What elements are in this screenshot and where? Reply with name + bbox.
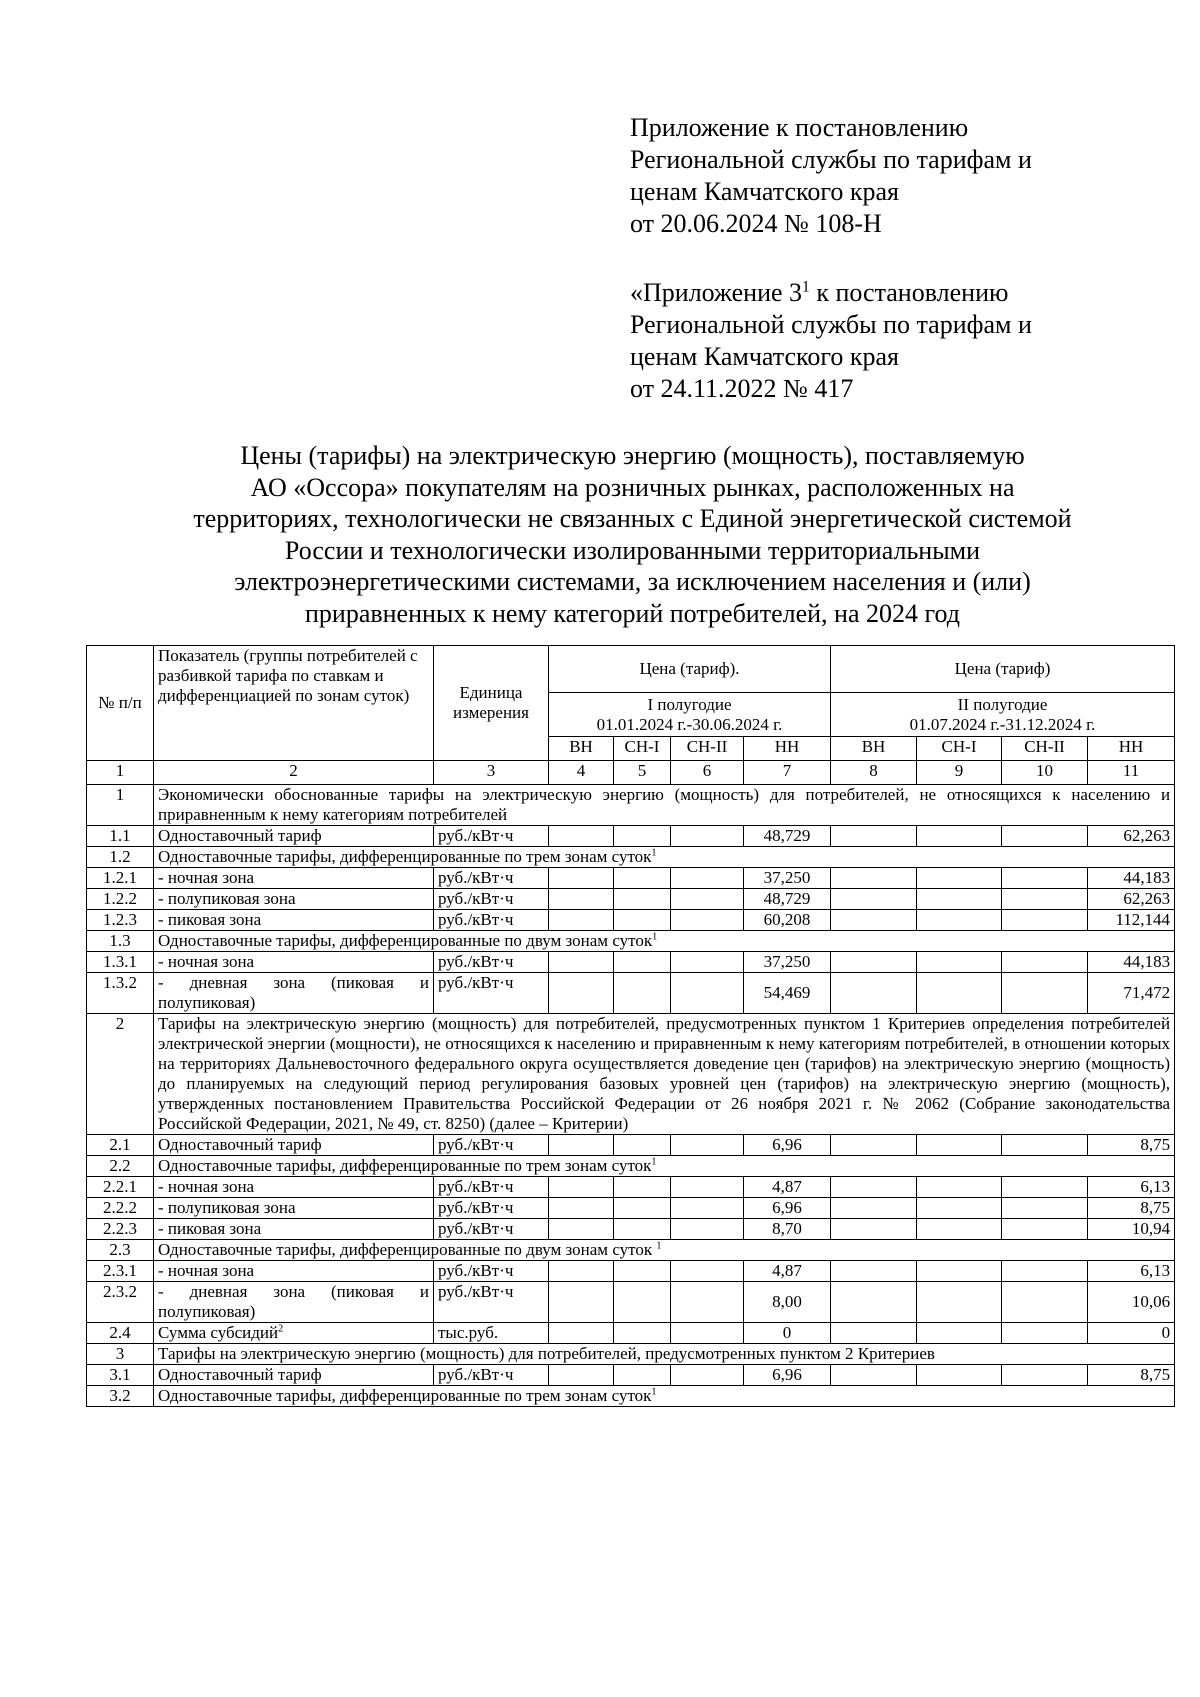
row-number: 1.2.2 — [87, 889, 154, 910]
empty-cell — [549, 952, 614, 973]
table-row — [87, 1282, 1175, 1323]
header-line: от 24.11.2022 № 417 — [630, 374, 854, 403]
empty-cell — [831, 889, 917, 910]
empty-cell — [671, 826, 744, 847]
row-number: 2.2.3 — [87, 1219, 154, 1240]
empty-cell — [549, 1282, 614, 1323]
table-row — [87, 889, 1175, 910]
price-h2-nn: 6,13 — [1088, 1261, 1175, 1282]
unit-cell: руб./кВт·ч — [434, 1198, 549, 1219]
table-row — [87, 952, 1175, 973]
indicator-name: Одноставочный тариф — [154, 826, 434, 847]
table-row — [87, 1198, 1175, 1219]
empty-cell — [671, 1282, 744, 1323]
header-half1: I полугодие 01.01.2024 г.-30.06.2024 г. — [549, 693, 831, 737]
empty-cell — [917, 1282, 1002, 1323]
empty-cell — [549, 1261, 614, 1282]
price-h2-nn: 8,75 — [1088, 1365, 1175, 1386]
price-h1-nn: 6,96 — [744, 1365, 831, 1386]
unit-cell: руб./кВт·ч — [434, 889, 549, 910]
empty-cell — [614, 1323, 671, 1344]
title-line: приравненных к нему категорий потребителей, на 2024 год — [304, 598, 960, 628]
table-row — [87, 785, 1175, 826]
row-number: 2.2.1 — [87, 1177, 154, 1198]
table-row — [87, 1344, 1175, 1365]
row-number: 1 — [87, 785, 154, 826]
level-header: СН-I — [614, 737, 671, 761]
price-h2-nn: 62,263 — [1088, 889, 1175, 910]
row-number: 3 — [87, 1344, 154, 1365]
empty-cell — [917, 826, 1002, 847]
title-line: АО «Оссора» покупателям на розничных рынках, расположенных на — [250, 472, 1015, 502]
empty-cell — [1002, 1135, 1088, 1156]
tariff-table — [86, 645, 1175, 1407]
table-row — [87, 1219, 1175, 1240]
price-h1-nn: 48,729 — [744, 826, 831, 847]
table-row — [87, 1240, 1175, 1261]
column-number: 2 — [154, 761, 434, 785]
column-number: 4 — [549, 761, 614, 785]
empty-cell — [671, 889, 744, 910]
empty-cell — [614, 889, 671, 910]
price-h2-nn: 44,183 — [1088, 952, 1175, 973]
unit-cell: руб./кВт·ч — [434, 973, 549, 1014]
empty-cell — [917, 1177, 1002, 1198]
unit-cell: руб./кВт·ч — [434, 868, 549, 889]
section-text: Экономически обоснованные тарифы на электрическую энергию (мощность) для потребителей, не относящихся к населению и приравненным к нему категориям потребителей — [154, 785, 1175, 826]
title-line: России и технологически изолированными территориальными — [284, 535, 981, 565]
row-number: 2.3 — [87, 1240, 154, 1261]
empty-cell — [671, 1177, 744, 1198]
empty-cell — [1002, 952, 1088, 973]
price-h1-nn: 4,87 — [744, 1177, 831, 1198]
empty-cell — [1002, 1177, 1088, 1198]
price-h1-nn: 54,469 — [744, 973, 831, 1014]
table-row — [87, 931, 1175, 952]
price-h2-nn: 8,75 — [1088, 1135, 1175, 1156]
column-number: 7 — [744, 761, 831, 785]
empty-cell — [549, 910, 614, 931]
column-number: 8 — [831, 761, 917, 785]
header-line: ценам Камчатского края — [630, 177, 899, 206]
empty-cell — [831, 973, 917, 1014]
empty-cell — [614, 1177, 671, 1198]
indicator-name: - ночная зона — [154, 868, 434, 889]
table-row — [87, 868, 1175, 889]
appendix-header — [630, 112, 1150, 240]
header-indicator: Показатель (группы потребителей с разбивкой тарифа по ставкам и дифференциацией по зонам суток) — [154, 646, 434, 761]
empty-cell — [671, 1365, 744, 1386]
section-text: Тарифы на электрическую энергию (мощность) для потребителей, предусмотренных пунктом 1 Критериев определения потребителей электрической энергии (мощности), не относящихся к населению и приравненным к нему категориям потребителей, в отношении которых на территориях Дальневосточного федерального округа осуществляется доведение цен (тарифов) на электрическую энергию (мощность) до планируемых на следующий период регулирования базовых уровней цен (тарифов) на электрическую энергию (мощность), утвержденных постановлением Правительства Российской Федерации от 26 ноября 2021 г. № 2062 (Собрание законодательства Российской Федерации, 2021, № 49, ст. 8250) (далее – Критерии) — [154, 1014, 1175, 1135]
empty-cell — [1002, 868, 1088, 889]
row-number: 2 — [87, 1014, 154, 1135]
empty-cell — [614, 952, 671, 973]
table-row — [87, 1135, 1175, 1156]
title-line: территориях, технологически не связанных с Единой энергетической системой — [193, 504, 1072, 533]
empty-cell — [614, 1365, 671, 1386]
empty-cell — [671, 1198, 744, 1219]
indicator-name: Одноставочный тариф — [154, 1365, 434, 1386]
column-number: 5 — [614, 761, 671, 785]
price-h1-nn: 6,96 — [744, 1135, 831, 1156]
unit-cell: руб./кВт·ч — [434, 826, 549, 847]
indicator-name: - пиковая зона — [154, 910, 434, 931]
section-text: Одноставочные тарифы, дифференцированные по двум зонам суток $^1$ — [154, 1240, 1175, 1261]
table-row — [87, 1177, 1175, 1198]
empty-cell — [831, 910, 917, 931]
empty-cell — [614, 826, 671, 847]
empty-cell — [671, 1323, 744, 1344]
empty-cell — [614, 1198, 671, 1219]
indicator-name: - пиковая зона — [154, 1219, 434, 1240]
row-number: 1.2.1 — [87, 868, 154, 889]
level-header: СН-I — [917, 737, 1002, 761]
empty-cell — [671, 1261, 744, 1282]
header-half2: II полугодие 01.07.2024 г.-31.12.2024 г. — [831, 693, 1175, 737]
level-header: СН-II — [1002, 737, 1088, 761]
header-price-h1: Цена (тариф). — [549, 646, 831, 693]
header-num: № п/п — [87, 646, 154, 761]
indicator-name: - полупиковая зона — [154, 889, 434, 910]
empty-cell — [831, 1177, 917, 1198]
unit-cell: руб./кВт·ч — [434, 1135, 549, 1156]
section-text: Одноставочные тарифы, дифференцированные по трем зонам суток$^1$ — [154, 1386, 1175, 1407]
empty-cell — [917, 1365, 1002, 1386]
price-h2-nn: 44,183 — [1088, 868, 1175, 889]
empty-cell — [671, 973, 744, 1014]
row-number: 1.2.3 — [87, 910, 154, 931]
price-h1-nn: 60,208 — [744, 910, 831, 931]
title-line: электроэнергетическими системами, за исключением населения и (или) — [234, 567, 1031, 596]
price-h2-nn: 8,75 — [1088, 1198, 1175, 1219]
header-unit: Единица измерения — [434, 646, 549, 761]
empty-cell — [917, 973, 1002, 1014]
row-number: 1.3.2 — [87, 973, 154, 1014]
header-line: от 20.06.2024 № 108-Н — [630, 209, 882, 238]
column-number: 10 — [1002, 761, 1088, 785]
unit-cell: руб./кВт·ч — [434, 1261, 549, 1282]
row-number: 3.2 — [87, 1386, 154, 1407]
level-header: НН — [744, 737, 831, 761]
unit-cell: тыс.руб. — [434, 1323, 549, 1344]
table-row — [87, 1261, 1175, 1282]
empty-cell — [831, 1135, 917, 1156]
empty-cell — [671, 910, 744, 931]
empty-cell — [1002, 1365, 1088, 1386]
empty-cell — [1002, 889, 1088, 910]
empty-cell — [917, 1198, 1002, 1219]
table-row — [87, 1365, 1175, 1386]
empty-cell — [671, 1219, 744, 1240]
empty-cell — [1002, 910, 1088, 931]
price-h1-nn: 8,00 — [744, 1282, 831, 1323]
header-price-h2: Цена (тариф) — [831, 646, 1175, 693]
indicator-name: - дневная зона (пиковая и полупиковая) — [154, 1282, 434, 1323]
column-number: 3 — [434, 761, 549, 785]
header-line: Региональной службы по тарифам и — [630, 145, 1032, 174]
title-line: Цены (тарифы) на электрическую энергию (мощность), поставляемую — [240, 441, 1025, 470]
empty-cell — [549, 1135, 614, 1156]
row-number: 2.2 — [87, 1156, 154, 1177]
empty-cell — [831, 1282, 917, 1323]
row-number: 1.3.1 — [87, 952, 154, 973]
price-h1-nn: 37,250 — [744, 952, 831, 973]
empty-cell — [831, 1365, 917, 1386]
empty-cell — [831, 952, 917, 973]
table-row — [87, 1386, 1175, 1407]
empty-cell — [917, 1323, 1002, 1344]
table-row — [87, 826, 1175, 847]
empty-cell — [614, 910, 671, 931]
empty-cell — [831, 826, 917, 847]
row-number: 1.3 — [87, 931, 154, 952]
level-header: СН-II — [671, 737, 744, 761]
price-h1-nn: 8,70 — [744, 1219, 831, 1240]
price-h2-nn: 10,06 — [1088, 1282, 1175, 1323]
level-header: НН — [1088, 737, 1175, 761]
table-row — [87, 973, 1175, 1014]
unit-cell: руб./кВт·ч — [434, 952, 549, 973]
unit-cell: руб./кВт·ч — [434, 1177, 549, 1198]
amended-appendix-header — [630, 277, 1150, 405]
empty-cell — [1002, 1282, 1088, 1323]
empty-cell — [917, 868, 1002, 889]
empty-cell — [549, 889, 614, 910]
empty-cell — [1002, 973, 1088, 1014]
empty-cell — [614, 1219, 671, 1240]
table-row — [87, 847, 1175, 868]
empty-cell — [831, 1198, 917, 1219]
empty-cell — [1002, 826, 1088, 847]
unit-cell: руб./кВт·ч — [434, 910, 549, 931]
level-header: ВН — [549, 737, 614, 761]
indicator-name: Сумма субсидий$^2$ — [154, 1323, 434, 1344]
empty-cell — [614, 973, 671, 1014]
indicator-name: Одноставочный тариф — [154, 1135, 434, 1156]
empty-cell — [614, 1282, 671, 1323]
empty-cell — [549, 1323, 614, 1344]
table-row — [87, 1014, 1175, 1135]
empty-cell — [671, 868, 744, 889]
header-line: ценам Камчатского края — [630, 342, 899, 371]
column-number: 1 — [87, 761, 154, 785]
empty-cell — [917, 1135, 1002, 1156]
table-row — [87, 910, 1175, 931]
price-h2-nn: 62,263 — [1088, 826, 1175, 847]
price-h1-nn: 37,250 — [744, 868, 831, 889]
table-row — [87, 1156, 1175, 1177]
empty-cell — [917, 910, 1002, 931]
price-h1-nn: 48,729 — [744, 889, 831, 910]
level-header: ВН — [831, 737, 917, 761]
column-number-row — [87, 761, 1175, 785]
table-row — [87, 1323, 1175, 1344]
column-number: 6 — [671, 761, 744, 785]
empty-cell — [917, 952, 1002, 973]
row-number: 2.4 — [87, 1323, 154, 1344]
empty-cell — [549, 826, 614, 847]
empty-cell — [549, 868, 614, 889]
column-number: 9 — [917, 761, 1002, 785]
empty-cell — [614, 1261, 671, 1282]
empty-cell — [614, 1135, 671, 1156]
price-h1-nn: 4,87 — [744, 1261, 831, 1282]
row-number: 2.2.2 — [87, 1198, 154, 1219]
price-h1-nn: 6,96 — [744, 1198, 831, 1219]
empty-cell — [831, 1261, 917, 1282]
price-h2-nn: 112,144 — [1088, 910, 1175, 931]
empty-cell — [1002, 1261, 1088, 1282]
price-h2-nn: 10,94 — [1088, 1219, 1175, 1240]
row-number: 1.2 — [87, 847, 154, 868]
empty-cell — [614, 868, 671, 889]
empty-cell — [831, 868, 917, 889]
indicator-name: - полупиковая зона — [154, 1198, 434, 1219]
empty-cell — [831, 1219, 917, 1240]
section-text: Тарифы на электрическую энергию (мощность) для потребителей, предусмотренных пунктом 2 Критериев — [154, 1344, 1175, 1365]
row-number: 2.3.2 — [87, 1282, 154, 1323]
document-title — [60, 440, 1200, 629]
row-number: 2.1 — [87, 1135, 154, 1156]
empty-cell — [1002, 1198, 1088, 1219]
header-line: «Приложение $3^1$ к постановлению — [630, 278, 1009, 307]
price-h1-nn: 0 — [744, 1323, 831, 1344]
price-h2-nn: 0 — [1088, 1323, 1175, 1344]
header-line: Региональной службы по тарифам и — [630, 310, 1032, 339]
row-number: 1.1 — [87, 826, 154, 847]
empty-cell — [671, 1135, 744, 1156]
price-h2-nn: 71,472 — [1088, 973, 1175, 1014]
empty-cell — [549, 1198, 614, 1219]
empty-cell — [671, 952, 744, 973]
header-line: Приложение к постановлению — [630, 113, 969, 142]
empty-cell — [917, 889, 1002, 910]
indicator-name: - ночная зона — [154, 952, 434, 973]
indicator-name: - ночная зона — [154, 1177, 434, 1198]
empty-cell — [549, 1365, 614, 1386]
indicator-name: - дневная зона (пиковая и полупиковая) — [154, 973, 434, 1014]
section-text: Одноставочные тарифы, дифференцированные по двум зонам суток$^1$ — [154, 931, 1175, 952]
unit-cell: руб./кВт·ч — [434, 1282, 549, 1323]
section-text: Одноставочные тарифы, дифференцированные по трем зонам суток$^1$ — [154, 847, 1175, 868]
empty-cell — [549, 1177, 614, 1198]
table-header-row — [87, 646, 1175, 693]
empty-cell — [1002, 1323, 1088, 1344]
column-number: 11 — [1088, 761, 1175, 785]
empty-cell — [917, 1219, 1002, 1240]
price-h2-nn: 6,13 — [1088, 1177, 1175, 1198]
empty-cell — [549, 973, 614, 1014]
section-text: Одноставочные тарифы, дифференцированные по трем зонам суток$^1$ — [154, 1156, 1175, 1177]
empty-cell — [549, 1219, 614, 1240]
empty-cell — [917, 1261, 1002, 1282]
indicator-name: - ночная зона — [154, 1261, 434, 1282]
empty-cell — [831, 1323, 917, 1344]
unit-cell: руб./кВт·ч — [434, 1365, 549, 1386]
empty-cell — [1002, 1219, 1088, 1240]
unit-cell: руб./кВт·ч — [434, 1219, 549, 1240]
row-number: 3.1 — [87, 1365, 154, 1386]
row-number: 2.3.1 — [87, 1261, 154, 1282]
